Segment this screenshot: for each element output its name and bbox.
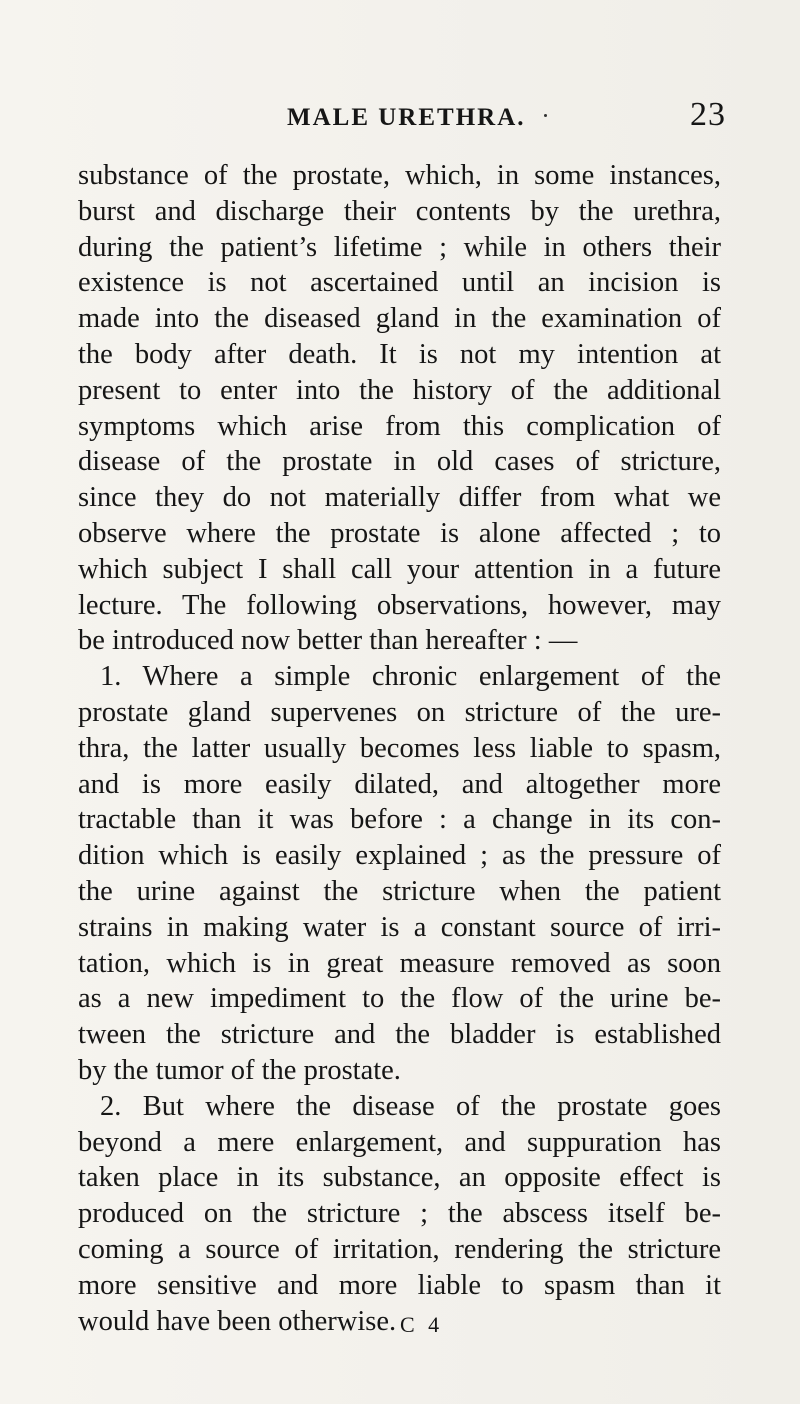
text-line: present to enter into the history of the additional <box>78 374 721 406</box>
running-title: MALE URETHRA. <box>287 104 526 131</box>
text-line: disease of the prostate in old cases of stricture, <box>78 446 721 478</box>
text-line: the body after death. It is not my intention at <box>78 338 721 370</box>
text-line: symptoms which arise from this complication of <box>78 410 721 442</box>
text-line: burst and discharge their contents by the urethra, <box>78 195 721 227</box>
text-line: which subject I shall call your attention in a future <box>78 553 721 585</box>
text-line: existence is not ascertained until an incision is <box>78 267 721 299</box>
header-dot <box>544 114 547 117</box>
text-line: the urine against the stricture when the patient <box>78 875 721 907</box>
text-line: substance of the prostate, which, in some instances, <box>78 160 721 191</box>
text-line: as a new impediment to the flow of the urine be- <box>78 983 721 1015</box>
text-line: 1. Where a simple chronic enlargement of the <box>100 661 721 693</box>
text-line: and is more easily dilated, and altogether more <box>78 768 721 800</box>
text-line: produced on the stricture ; the abscess itself be- <box>78 1198 721 1230</box>
text-line: 2. But where the disease of the prostate goes <box>100 1090 721 1122</box>
text-line: dition which is easily explained ; as the pressure of <box>78 840 721 872</box>
text-line: observe where the prostate is alone affected ; to <box>78 517 721 549</box>
page-header <box>0 96 800 144</box>
text-line: during the patient’s lifetime ; while in others their <box>78 231 721 263</box>
text-line: lecture. The following observations, however, may <box>78 589 721 621</box>
text-line: since they do not materially differ from what we <box>78 482 721 514</box>
page-number: 23 <box>690 96 726 133</box>
text-line: taken place in its substance, an opposite effect is <box>78 1162 721 1194</box>
text-line: beyond a mere enlargement, and suppuration has <box>78 1126 721 1158</box>
text-line: made into the diseased gland in the examination of <box>78 303 721 335</box>
signature-mark: C 4 <box>400 1312 444 1337</box>
body-text <box>78 158 721 1339</box>
text-line: tation, which is in great measure removed as soon <box>78 947 721 979</box>
text-line: by the tumor of the prostate. <box>78 1054 401 1086</box>
text-line: strains in making water is a constant source of irri- <box>78 911 721 943</box>
text-line: would have been otherwise. <box>78 1305 397 1337</box>
text-line: prostate gland supervenes on stricture of the ure- <box>78 696 721 728</box>
text-line: thra, the latter usually becomes less liable to spasm, <box>78 732 721 764</box>
text-line: tween the stricture and the bladder is established <box>78 1019 721 1051</box>
text-line: be introduced now better than hereafter : — <box>78 625 578 657</box>
text-line: coming a source of irritation, rendering the stricture <box>78 1233 721 1265</box>
text-line: tractable than it was before : a change in its con- <box>78 804 721 836</box>
text-line: more sensitive and more liable to spasm than it <box>78 1269 721 1301</box>
